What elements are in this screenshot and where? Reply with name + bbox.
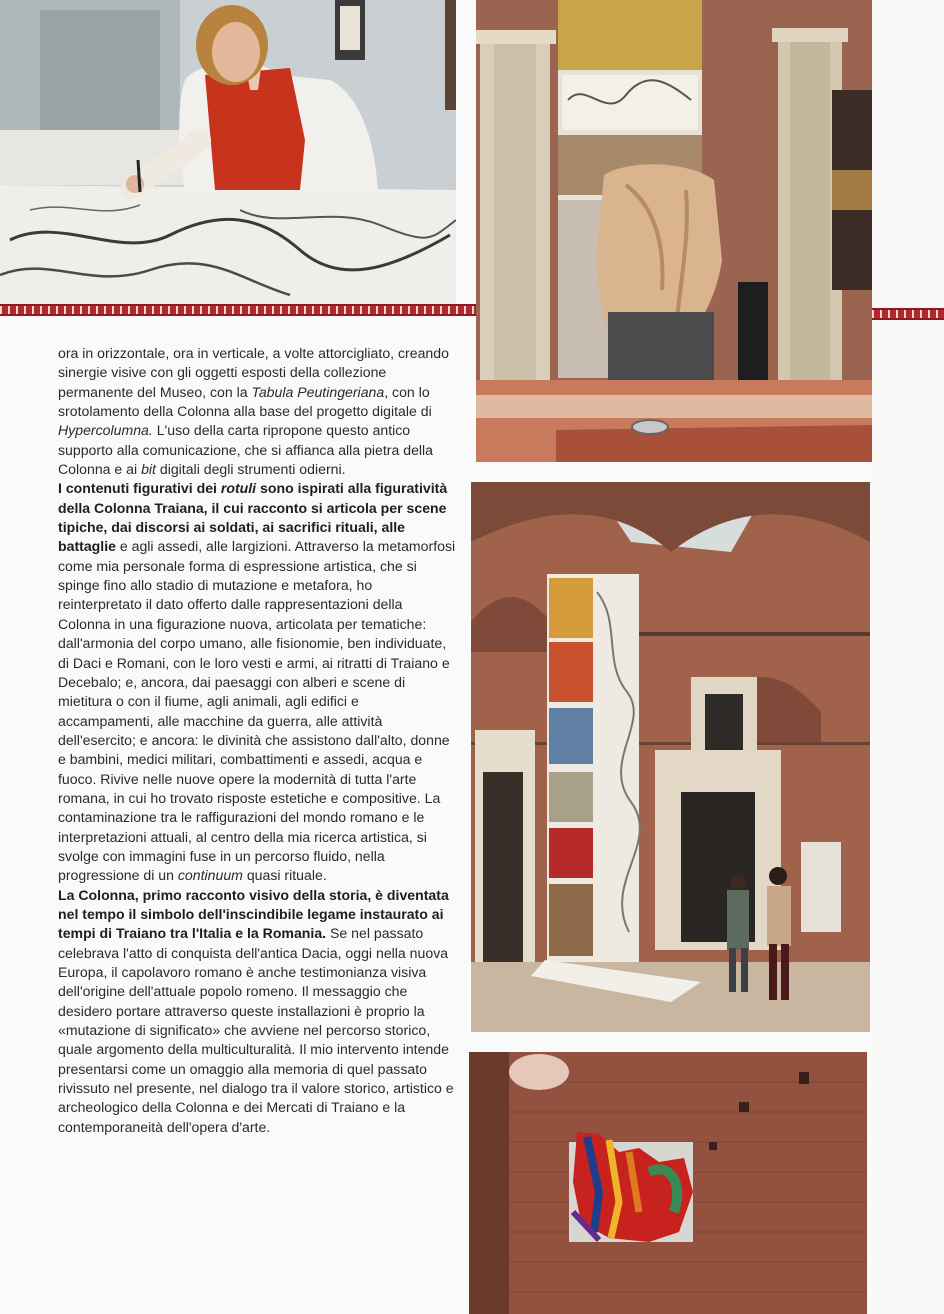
article-body	[58, 344, 458, 1137]
paragraph-2: I contenuti figurativi dei rotuli sono ispirati alla figuratività della Colonna Traiana, il cui racconto si articola per scene tipiche, dai discorsi ai soldati, ai sacrifici rituali, alle battaglie e agli assedi, alle largizioni. Attraverso la metamorfosi come mia personale forma di espressione artistica, che si spinge fino allo stadio di mutazione e metafora, ho reinterpretato il dato offerto dalle rappresentazioni della Colonna in una figurazione nuova, articolata per tematiche: dall'armonia del corpo umano, alle fisionomie, ben individuate, di Daci e Romani, con le loro vesti e armi, ai ritratti di Traiano e Decebalo; e, ancora, dai paesaggi con alberi e scene di mietitura o con il fiume, agli animali, agli edifici e accampamenti, alle macchine da guerra, alle attività dell'esercito; e ancora: le divinità che assistono dall'alto, donne e bambini, medici militari, combattimenti e assedi, acqua e fuoco. Rivive nelle nuove opere la modernità di tutta l'arte romana, in cui ho trovato risposte estetiche e compositive. La contaminazione tra le raffigurazioni del mondo romano e le interpretazioni attuali, al centro della mia ricerca artistica, si svolge con immagini fuse in un percorso fluido, nella progressione di un continuum quasi rituale.	[58, 480, 456, 884]
headless-statue-photo	[476, 0, 872, 462]
page-margin-strip	[872, 0, 944, 1314]
artist-drawing-photo	[0, 0, 456, 304]
paragraph-1: ora in orizzontale, ora in verticale, a volte attorcigliato, creando sinergie visive con gli oggetti esposti della collezione permanente del Museo, con la Tabula Peutingeriana, con lo srotolamento della Colonna alla base del progetto digitale di Hypercolumna. L'uso della carta ripropone questo antico supporto alla comunicazione, che si affianca alla pietra della Colonna e ai bit digitali degli strumenti odierni.	[58, 345, 449, 478]
greek-key-band-right	[872, 308, 944, 320]
brick-wall-artwork-photo	[469, 1052, 867, 1314]
great-hall-scroll-photo	[471, 482, 870, 1032]
greek-key-band-left	[0, 304, 476, 316]
paragraph-3: La Colonna, primo racconto visivo della storia, è diventata nel tempo il simbolo dell'inscindibile legame instaurato ai tempi di Traiano tra l'Italia e la Romania. Se nel passato celebrava l'atto di conquista dell'antica Dacia, oggi nella nuova Europa, il capolavoro romano è anche testimonianza visiva dell'origine dell'attuale popolo romeno. Il messaggio che desidero portare attraverso queste installazioni è proprio la «mutazione di significato» che avviene nel percorso storico, quale argomento della multiculturalità. Il mio intervento intende presentarsi come un omaggio alla memoria di quel passato rivissuto nel presente, nel dialogo tra il valore storico, artistico e archeologico della Colonna e dei Mercati di Traiano e la contemporaneità dell'opera d'arte.	[58, 886, 454, 1135]
